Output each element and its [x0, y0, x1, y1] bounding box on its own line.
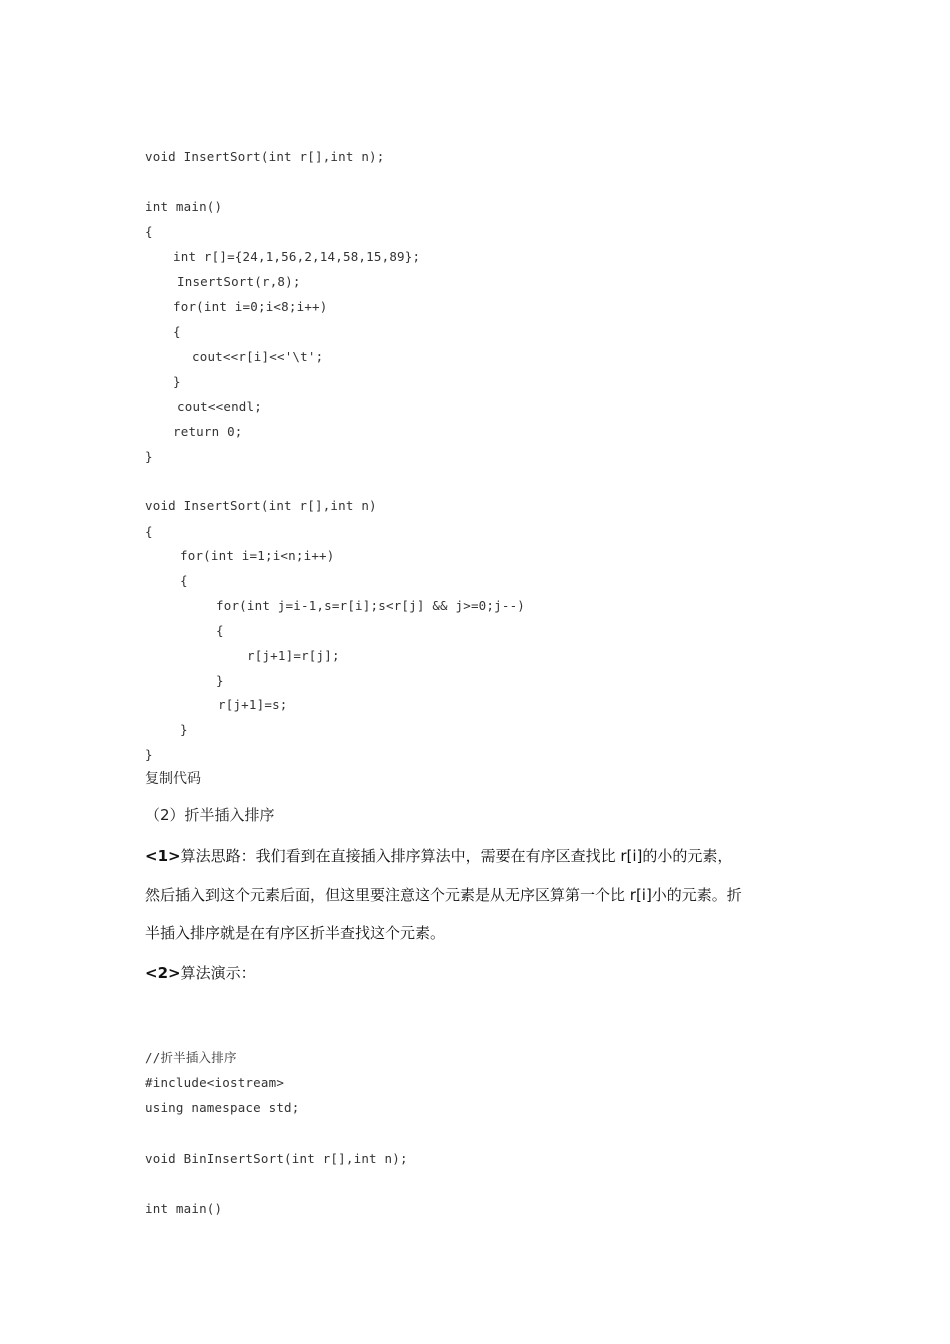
paragraph-demo [145, 962, 256, 983]
code-line: } [145, 449, 153, 464]
paragraph-text: 算法思路：我们看到在直接插入排序算法中，需要在有序区查找比 r[i]的小的元素， [180, 847, 733, 865]
code-line: for(int i=1;i<n;i++) [180, 548, 335, 563]
code-line: { [145, 224, 153, 239]
code-line: { [145, 524, 153, 539]
code-line: { [216, 623, 224, 638]
code-line: void InsertSort(int r[],int n) [145, 498, 377, 513]
code-line: void BinInsertSort(int r[],int n); [145, 1151, 408, 1166]
code-line: } [173, 374, 181, 389]
code-line: #include<iostream> [145, 1075, 285, 1090]
copy-code-link[interactable]: 复制代码 [145, 771, 201, 787]
paragraph-text: 算法演示： [180, 964, 256, 982]
code-line: InsertSort(r,8); [177, 274, 301, 289]
code-line: void InsertSort(int r[],int n); [145, 149, 385, 164]
code-line: r[j+1]=r[j]; [247, 648, 340, 663]
code-line: return 0; [173, 424, 243, 439]
paragraph-line-2: 然后插入到这个元素后面，但这里要注意这个元素是从无序区算第一个比 r[i]小的元素。折 [145, 886, 742, 904]
code-line: using namespace std; [145, 1100, 300, 1115]
code-line: { [180, 573, 188, 588]
code-line: } [216, 673, 224, 688]
step-label: <1> [145, 847, 181, 865]
code-line: for(int i=0;i<8;i++) [173, 299, 328, 314]
code-line: r[j+1]=s; [218, 697, 288, 712]
code-line: { [173, 324, 181, 339]
code-line: cout<<endl; [177, 399, 262, 414]
code-line: cout<<r[i]<<'\t'; [192, 349, 324, 364]
code-line: int r[]={24,1,56,2,14,58,15,89}; [173, 249, 421, 264]
paragraph-line-3: 半插入排序就是在有序区折半查找这个元素。 [145, 924, 446, 942]
section-heading: （2）折半插入排序 [145, 806, 275, 824]
step-label: <2> [145, 964, 181, 982]
code-line: int main() [145, 199, 223, 214]
code-line: int main() [145, 1201, 223, 1216]
code-line: for(int j=i-1,s=r[i];s<r[j] && j>=0;j--) [216, 598, 526, 613]
code-line: } [145, 747, 153, 762]
code-line: //折半插入排序 [145, 1050, 237, 1065]
code-line: } [180, 722, 188, 737]
paragraph-line-1 [145, 845, 732, 866]
